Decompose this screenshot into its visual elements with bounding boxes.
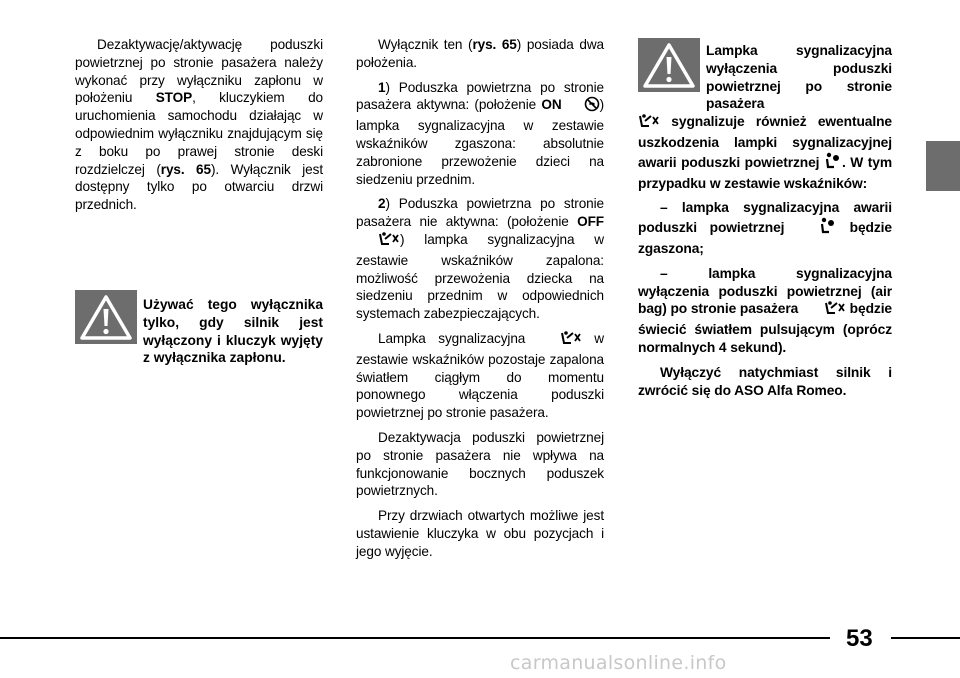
airbag-off-icon [638,113,660,134]
paragraph [356,36,604,72]
text: – lampka sygnalizacyjna awarii poduszki powietrznej [638,200,892,236]
text: Dezaktywację/aktywację poduszki powietrznej po stronie pasażera należy wykonać przy wyłączniku zapłonu w położeniu [75,37,323,106]
airbag-off-icon [356,231,400,252]
airbag-on-circle-icon [562,96,600,117]
text: w zestawie wskaźników pozostaje zapalona światłem ciągłym do momentu ponownego włączenia poduszki powietrznej po stronie pasażera. [356,330,604,421]
paragraph [356,330,604,422]
text: ) Poduszka powietrzna po stronie pasażera nie aktywna: (położenie [356,196,604,230]
text: sygnalizuje również ewentualne uszkodzenia lampki sygnalizacyjnej awarii poduszki powietrznej [638,114,892,170]
item-number: 1 [378,79,386,95]
text-block [638,42,892,113]
footer-rule-right [891,637,960,639]
text: ) posiada dwa położenia. [356,37,605,70]
text: będzie zgaszona; [638,220,892,256]
warning-label: Używać tego wyłącznika tylko, gdy silnik jest wyłączony i kluczyk wyjęty z wyłącznika zapłonu. [143,297,323,366]
airbag-off-icon [802,300,846,321]
text: Wyłącznik ten ( [378,37,473,52]
watermark: carmanualsonline.info [510,652,727,674]
paragraph [638,199,892,257]
item-number: 2 [378,196,386,212]
text: ) Poduszka powietrzna po stronie pasażera aktywna: (położenie [356,79,604,113]
text: ) lampka sygnalizacyjna w zestawie wskaźników zapalona: możliwość przewożenia dziecka na siedzeniu przednim w odpowiednich systemach zabezpieczających. [356,231,604,322]
text: Lampka sygnalizacyjna [378,330,538,346]
airbag-fault-icon [824,152,842,175]
text: , kluczykiem do uruchomienia samochodu działając w odpowiednim wyłączniku znajdującym się z boku po prawej stronie deski rozdzielczej ( [75,90,323,177]
footer-rule-left [0,637,830,639]
paragraph [356,79,604,189]
airbag-fault-icon [797,217,837,240]
text: ). Wyłącznik jest dostępny tylko po otwarciu drzwi przednich. [75,161,323,213]
page-number: 53 [846,625,873,652]
text: . W tym przypadku w zestawie wskaźników: [638,154,892,191]
paragraph: Dezaktywacja poduszki powietrznej po stronie pasażera nie wpływa na funkcjonowanie bocznych poduszek powietrznych. [356,429,604,499]
paragraph [356,195,604,323]
paragraph [75,36,323,214]
column-3 [638,42,892,406]
figure-ref: rys. 65 [472,37,517,52]
text: ) lampka sygnalizacyjna w zestawie wskaźników zgaszona: absolutnie zabronione przewożenie dzieci na siedzeniu przednim. [356,97,604,187]
chapter-tab [926,141,960,191]
on-label: ON [541,97,562,113]
paragraph: Przy drzwiach otwartych możliwe jest ustawienie kluczyka w obu pozycjach i jego wyjęcie. [356,508,604,559]
paragraph [638,265,892,357]
figure-ref: rys. 65 [160,161,211,177]
text: będzie świecić światłem pulsującym (oprócz normalnych 4 sekund). [638,301,892,355]
column-1 [75,36,323,221]
column-2 [356,36,604,568]
stop-label: STOP [155,90,193,106]
warning-text [75,296,323,367]
text: – lampka sygnalizacyjna wyłączenia poduszki powietrznej (air bag) po stronie pasażera [638,265,892,317]
paragraph [638,42,892,192]
text: Lampka sygnalizacyjna wyłączenia poduszki powietrznej po stronie pasażera [706,43,892,112]
airbag-off-icon [538,330,582,351]
off-label: OFF [577,214,604,230]
paragraph: Wyłączyć natychmiast silnik i zwrócić się do ASO Alfa Romeo. [638,364,892,398]
